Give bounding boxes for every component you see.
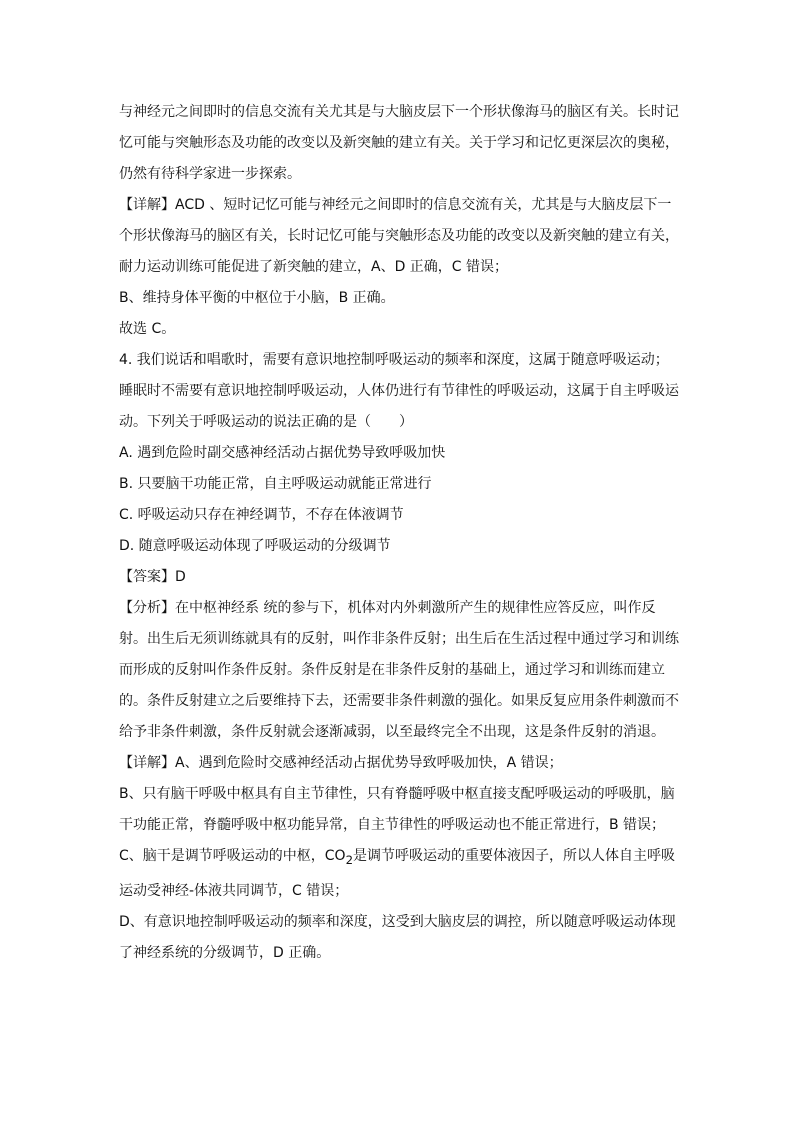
detail-text: A、遇到危险时交感神经活动占据优势导致呼吸加快，A 错误； [175, 755, 563, 771]
detail-c-post: 是调节呼吸运动的重要体液因子，所以人体自主呼吸运动受神经-体液共同调节，C 错误； [119, 848, 675, 899]
document-body [119, 97, 679, 969]
q3-detail-a [119, 190, 679, 283]
q4-detail-a [119, 748, 679, 779]
analysis-text: 在中枢神经系 统的参与下，机体对内外刺激所产生的规律性应答反应，叫作反射。出生后无须训练就具有的反射，叫作非条件反射；出生后在生活过程中通过学习和训练而形成的反射叫作条件反射。条件反射是在非条件反射的基础上，通过学习和训练而建立的。条件反射建立之后要维持下去，还需要非条件刺激的强化。如果反复应用条件刺激而不给予非条件刺激，条件反射就会逐渐减弱，以至最终完全不出现，这是条件反射的消退。 [119, 600, 679, 740]
q4-stem: 4. 我们说话和唱歌时，需要有意识地控制呼吸运动的频率和深度，这属于随意呼吸运动；睡眠时不需要有意识地控制呼吸运动，人体仍进行有节律性的呼吸运动，这属于自主呼吸运动。下列关于呼吸运动的说法正确的是（ ） [119, 352, 679, 430]
q4-option-d: D. 随意呼吸运动体现了呼吸运动的分级调节 [119, 538, 391, 554]
q3-detail-b: B、维持身体平衡的中枢位于小脑，B 正确。 [119, 290, 395, 306]
answer-label: 【答案】 [119, 569, 175, 585]
detail-text: ACD 、短时记忆可能与神经元之间即时的信息交流有关，尤其是与大脑皮层下一个形状像海马的脑区有关，长时记忆可能与突触形态及功能的改变以及新突触的建立有关，耐力运动训练可能促进了新突触的建立，A、D 正确，C 错误； [119, 197, 679, 275]
q4-detail-b: B、只有脑干呼吸中枢具有自主节律性，只有脊髓呼吸中枢直接支配呼吸运动的呼吸肌，脑干功能正常，脊髓呼吸中枢功能异常，自主节律性的呼吸运动也不能正常进行，B 错误； [119, 786, 675, 833]
q4-detail-d: D、有意识地控制呼吸运动的频率和深度，这受到大脑皮层的调控，所以随意呼吸运动体现了神经系统的分级调节，D 正确。 [119, 913, 676, 961]
detail-label: 【详解】 [119, 755, 175, 771]
q4-detail-c [119, 841, 679, 907]
q3-conclusion: 故选 C。 [119, 321, 176, 337]
q4-option-b: B. 只要脑干功能正常，自主呼吸运动就能正常进行 [119, 476, 432, 492]
detail-c-pre: C、脑干是调节呼吸运动的中枢，CO [119, 848, 346, 864]
intro-paragraph: 与神经元之间即时的信息交流有关尤其是与大脑皮层下一个形状像海马的脑区有关。长时记忆可能与突触形态及功能的改变以及新突触的建立有关。关于学习和记忆更深层次的奥秘，仍然有待科学家进一步探索。 [119, 104, 679, 182]
answer-value: D [175, 569, 186, 585]
q4-answer [119, 562, 679, 593]
q4-option-c: C. 呼吸运动只存在神经调节，不存在体液调节 [119, 507, 404, 523]
q4-option-a: A. 遇到危险时副交感神经活动占据优势导致呼吸加快 [119, 445, 446, 461]
detail-label: 【详解】 [119, 197, 175, 213]
q4-analysis [119, 593, 679, 748]
co2-subscript: 2 [345, 852, 353, 867]
analysis-label: 【分析】 [119, 600, 175, 616]
